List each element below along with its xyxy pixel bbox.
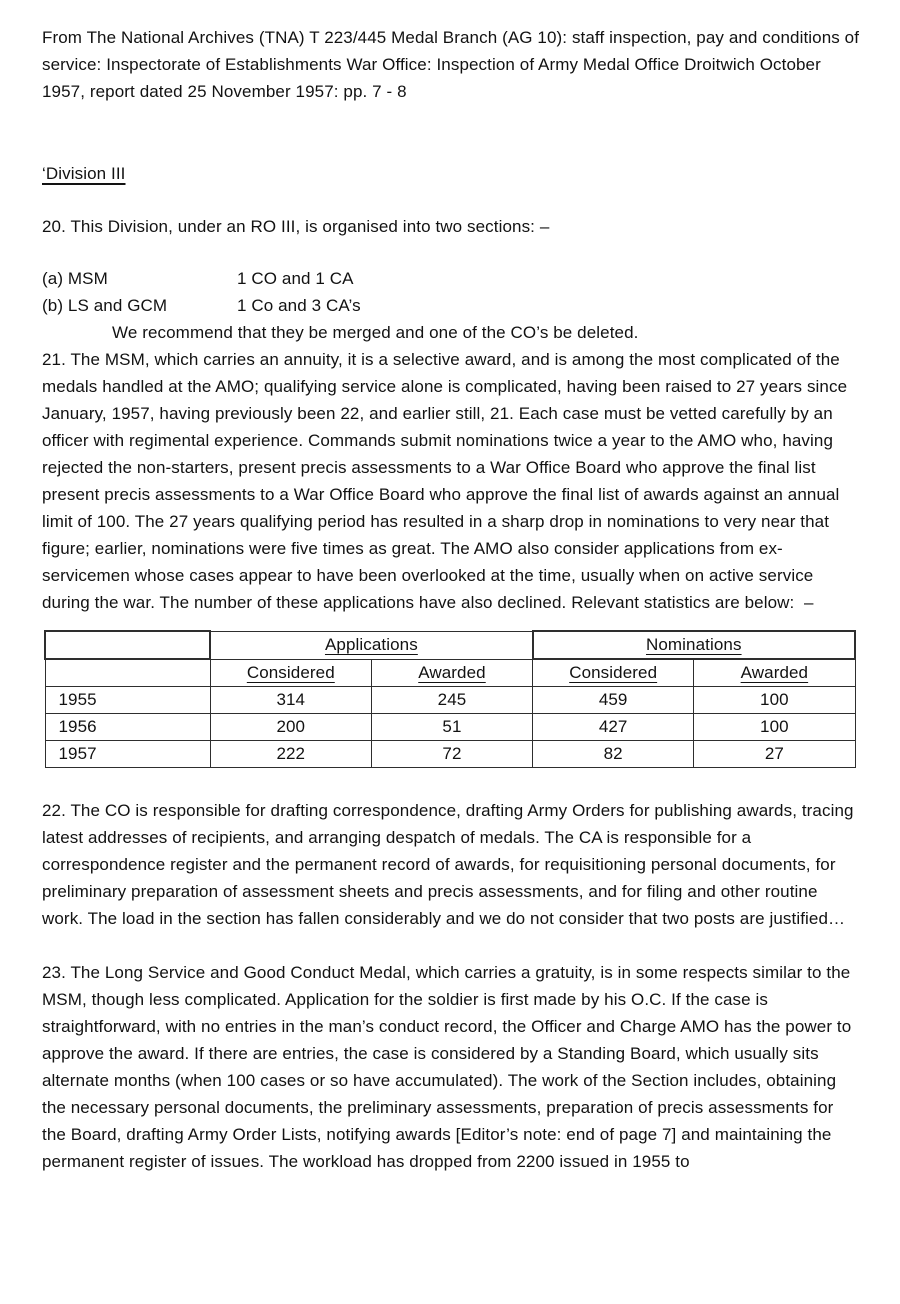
section-list: [42, 265, 860, 319]
table-group-header-row: [45, 631, 855, 659]
table-year-cell: 1957: [45, 741, 210, 768]
table-cell-empty: [45, 631, 210, 659]
table-sub-header-row: [45, 659, 855, 687]
division-heading: [42, 160, 860, 187]
table-year-cell: 1955: [45, 687, 210, 714]
para-21: 21. The MSM, which carries an annuity, it is a selective award, and is among the most complicated of the medals handled at the AMO; qualifying service alone is complicated, having been raised to 27 years since January, 1957, having previously been 22, and earlier still, 21. Each case must be vetted carefully by an officer with regimental experience. Commands submit nominations twice a year to the AMO who, having rejected the non-starters, present precis assessments to a War Office Board who approve the final list present precis assessments to a War Office Board who approve the final list of awards against an annual limit of 100. The 27 years qualifying period has resulted in a sharp drop in nominations to very near that figure; earlier, nominations were five times as great. The AMO also consider applications from ex-servicemen whose cases appear to have been overlooked at the time, usually when on active service during the war. The number of these applications have also declined. Relevant statistics are below: –: [42, 350, 852, 612]
table-cell: 100: [694, 714, 855, 741]
table-row-1956: [45, 714, 855, 741]
table-cell: 245: [371, 687, 532, 714]
recommendation-line: We recommend that they be merged and one of the CO’s be deleted.: [112, 323, 639, 342]
table-row-1957: [45, 741, 855, 768]
table-cell: 51: [371, 714, 532, 741]
table-cell: 200: [210, 714, 371, 741]
table-cell: 314: [210, 687, 371, 714]
source-note: From The National Archives (TNA) T 223/445 Medal Branch (AG 10): staff inspection, pay and conditions of service: Inspectorate of Establishments War Office: Inspection of Army Medal Office Droitwich October 1957, report dated 25 November 1957: pp. 7 - 8: [42, 28, 864, 101]
table-cell: 82: [533, 741, 694, 768]
section-item-a: [42, 265, 860, 292]
section-b-value: 1 Co and 3 CA’s: [237, 296, 361, 315]
table-subheader-app-considered: [210, 659, 371, 687]
table-subheader-text: Considered: [246, 662, 335, 682]
table-subheader-app-awarded: [371, 659, 532, 687]
table-cell-empty: [45, 659, 210, 687]
table-cell: 27: [694, 741, 855, 768]
section-b-label: (b) LS and GCM: [42, 296, 168, 315]
table-header-applications-text: Applications: [324, 635, 418, 654]
table-cell: 72: [371, 741, 532, 768]
table-cell: 222: [210, 741, 371, 768]
table-subheader-nom-considered: [533, 659, 694, 687]
table-header-nominations: [533, 631, 855, 659]
table-subheader-text: Awarded: [418, 662, 486, 682]
table-cell: 100: [694, 687, 855, 714]
table-header-nominations-text: Nominations: [645, 635, 742, 654]
table-subheader-text: Considered: [569, 663, 658, 682]
table-cell: 459: [533, 687, 694, 714]
table-cell: 427: [533, 714, 694, 741]
section-item-b: [42, 292, 860, 319]
table-year-cell: 1956: [45, 714, 210, 741]
para-20: 20. This Division, under an RO III, is organised into two sections: –: [42, 217, 550, 236]
statistics-table: [44, 630, 856, 768]
section-a-label: (a) MSM: [42, 269, 108, 288]
table-header-applications: [210, 631, 532, 659]
table-row-1955: [45, 687, 855, 714]
para-23: 23. The Long Service and Good Conduct Medal, which carries a gratuity, is in some respects similar to the MSM, though less complicated. Application for the soldier is first made by his O.C. If the case is straightforward, with no entries in the man’s conduct record, the Officer and Charge AMO has the power to approve the award. If there are entries, the case is considered by a Standing Board, which usually sits alternate months (when 100 cases or so have accumulated). The work of the Section includes, obtaining the necessary personal documents, the preliminary assessments, preparation of precis assessments for the Board, drafting Army Order Lists, notifying awards [Editor’s note: end of page 7] and maintaining the permanent register of issues. The workload has dropped from 2200 issued in 1955 to: [42, 963, 857, 1171]
section-a-value: 1 CO and 1 CA: [237, 269, 354, 288]
table-subheader-nom-awarded: [694, 659, 855, 687]
table-subheader-text: Awarded: [740, 663, 809, 682]
division-heading-text: ‘Division III: [42, 164, 126, 183]
para-22: 22. The CO is responsible for drafting correspondence, drafting Army Orders for publishing awards, tracing latest addresses of recipients, and arranging despatch of medals. The CA is responsible for a correspondence register and the permanent record of awards, for requisitioning personal documents, for preliminary preparation of assessment sheets and precis assessments, and for filing and other routine work. The load in the section has fallen considerably and we do not consider that two posts are justified…: [42, 801, 859, 928]
